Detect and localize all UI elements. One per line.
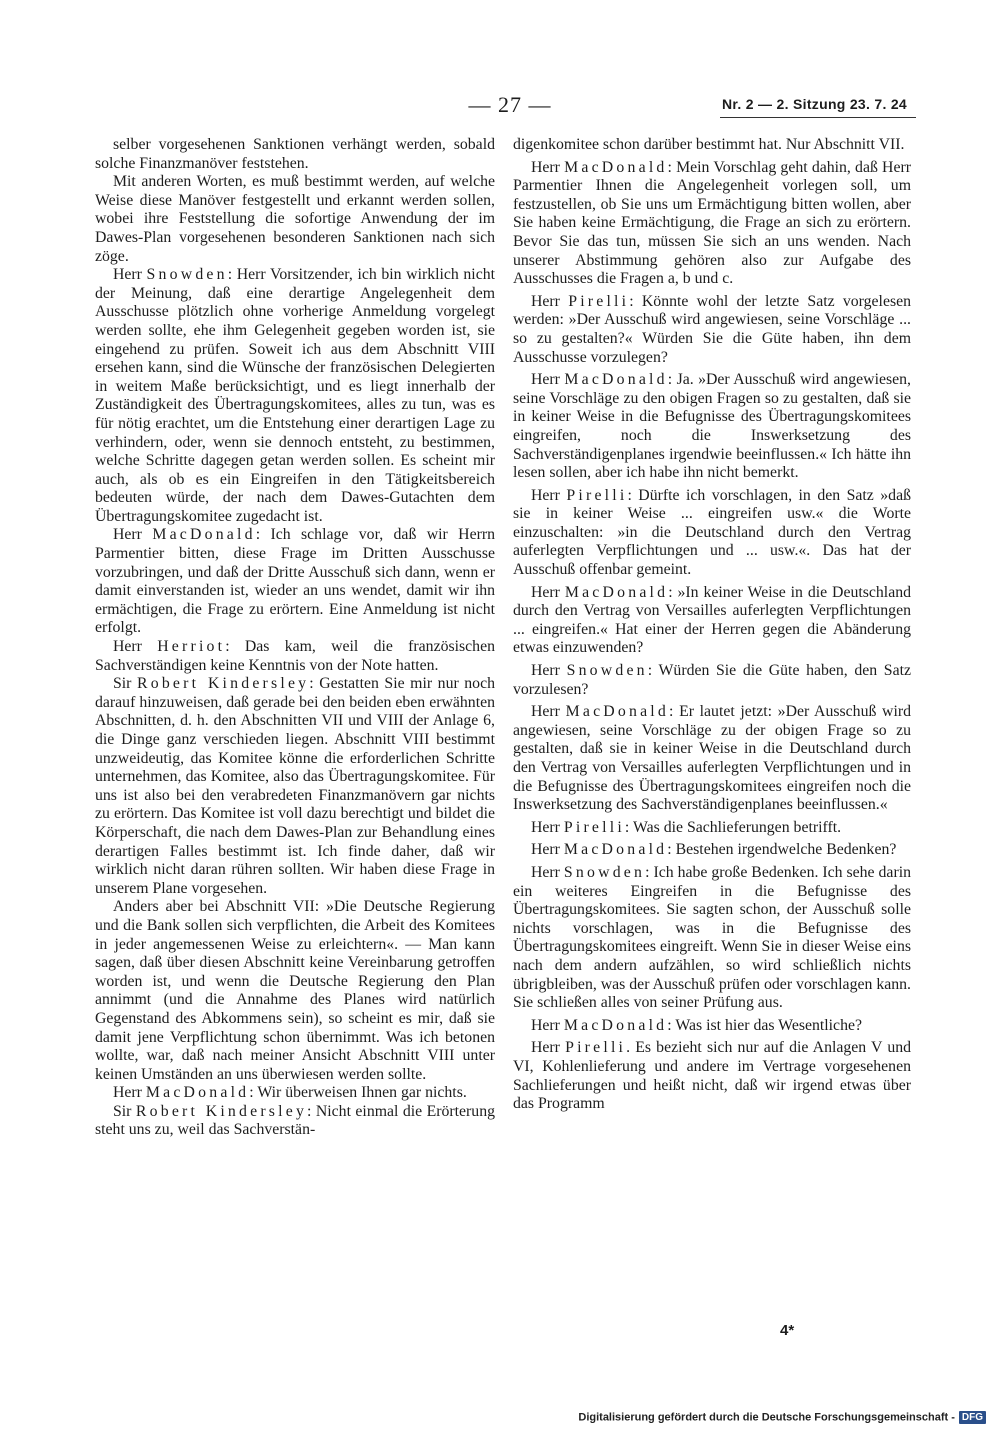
- paragraph: [95, 1103, 495, 1140]
- paragraph: [513, 1039, 911, 1113]
- paragraph-text: digenkomitee schon darüber bestimmt hat. Nur Abschnitt VII.: [513, 136, 905, 153]
- speaker-title: Herr: [531, 662, 567, 680]
- speaker-title: Herr: [531, 841, 564, 859]
- paragraph-text: : Ich schlage vor, daß wir Herrn Parmentier bitten, diese Frage im Dritten Ausschusse vorzubringen, und daß der Dritte Ausschuß sich dann, wenn er damit einverstanden ist, wieder an uns wendet, damit wir ihn ermächtigen, die Frage zu erörtern. Eine Anmeldung ist nicht erfolgt.: [95, 526, 496, 637]
- speaker-title: Herr: [531, 371, 565, 389]
- paragraph-text: : Gestatten Sie mir nur noch darauf hinzuweisen, daß gerade bei den beiden eben erwähnten Abschnitten, d. h. den Abschnitten VII und VIII der Anlage 6, die Dinge ganz verschieden liegen. Abschnitt VIII bestimmt unzweideutig, das Komitee könne die erforderlichen Schritte unternehmen, das Komitee, also das Übertragungskomitee. Für uns ist also bei den verabredeten Finanzmanövern gar nichts zu erörtern. Das Komitee ist voll dazu berechtigt und bildet die Körperschaft, die nach dem Dawes-Plan zur Behandlung eines derartigen Falles bestimmt ist. Ich finde daher, daß wir wirklich nicht daran rühren sollten. Wir haben diese Frage in unserem Plane vorgesehen.: [95, 675, 495, 897]
- paragraph-text: : Könnte wohl der letzte Satz vorgelesen werden: »Der Ausschuß wird angewiesen, seine Vorschläge ... so zu gestalten?« Würden Sie die Güte haben, ihn dem Ausschusse vorzulegen?: [513, 292, 912, 366]
- speaker-name: Pirelli: [563, 818, 625, 836]
- paragraph-text: : Ich habe große Bedenken. Ich sehe darin ein weiteres Eingreifen in die Befugnisse des Übertragungskomitees. Sie sagten schon, der Ausschuß solle nichts vorschlagen, was in die Befugnisse des Übertragungskomitees eingreift. Wenn Sie in dieser Weise eins nach dem andern aufzählen, so wird schließlich nichts übrigbleiben, was der Ausschuß prüfen oder vorschlagen kann. Sie schließen alles von seiner Prüfung aus.: [513, 863, 911, 1012]
- paragraph: [513, 662, 911, 699]
- speaker-name: Pirelli: [565, 1039, 627, 1057]
- speaker-title: Herr: [113, 638, 158, 656]
- speaker-title: Sir: [113, 1102, 136, 1120]
- paragraph-text: : Dürfte ich vorschlagen, in den Satz »daß sie in keiner Weise ... eingreifen usw.« die Worte einzuschalten: »in die Deutschland durch den Vertrag auferlegten Verpflichtungen und ... usw.«. Das hat der Ausschuß offenbar gemeint.: [513, 486, 911, 579]
- speaker-name: Snowden: [146, 266, 228, 284]
- paragraph: [513, 371, 911, 483]
- paragraph: [513, 703, 911, 815]
- paragraph: [95, 898, 495, 1084]
- speaker-title: Herr: [531, 1039, 566, 1057]
- paragraph-text: . Es bezieht sich nur auf die Anlagen V und VI, Kohlenlieferung und andere im Vertrage vorgesehenen Sachlieferungen und heißt nicht, daß wir irgend etwas über das Programm: [513, 1039, 912, 1113]
- speaker-name: Snowden: [563, 863, 646, 881]
- paragraph: [95, 526, 495, 638]
- footer-text: Digitalisierung gefördert durch die Deutsche Forschungsgemeinschaft -: [578, 1411, 955, 1424]
- speaker-title: Herr: [531, 486, 567, 504]
- speaker-name: MacDonald: [152, 526, 256, 544]
- speaker-title: Sir: [113, 675, 137, 693]
- paragraph: [95, 173, 495, 266]
- paragraph: [513, 136, 911, 155]
- paragraph-text: : Herr Vorsitzender, ich bin wirklich nicht der Meinung, daß eine derartige Angelegenheit dem Ausschusse plötzlich ohne vorherige Anmeldung vorgelegt werden sollte, ehe ihm Gelegenheit gegeben worden ist, sie eingehend zu prüfen. Soweit ich aus dem Abschnitt VIII ersehen kann, sind die Wünsche der französischen Delegierten in weitem Maße berücksichtigt, und es liegt innerhalb der Zuständigkeit des Übertragungskomitees, alles zu tun, was es für nötig erachtet, um die Entstehung einer derartigen Lage zu verhindern, oder, wenn sie dennoch entsteht, zu bestimmen, welche Schritte dagegen getan werden sollen. Es scheint mir auch, als ob es ein Eingreifen in den Tätigkeitsbereich bedeuten würde, der nach dem Dawes-Gutachten dem Übertragungskomitee zugedacht ist.: [95, 266, 495, 525]
- paragraph: [513, 864, 911, 1013]
- paragraph-text: selber vorgesehenen Sanktionen verhängt werden, sobald solche Finanzmanöver feststehen.: [95, 136, 495, 172]
- paragraph: [95, 638, 495, 675]
- speaker-title: Herr: [113, 526, 153, 544]
- paragraph: [513, 819, 911, 838]
- paragraph-text: : Ja. »Der Ausschuß wird angewiesen, seine Vorschläge zu den obigen Fragen so zu gestalten, daß sie in keiner Weise in die Befugnisse des Übertragungskomitees eingreifen, noch die Inswerksetzung des Sachverständigenplanes irgendwie beeinflussen.« Ich hätte ihn lesen sollen, aber ich habe ihn nicht bemerkt.: [513, 371, 911, 482]
- paragraph-text: : Was die Sachlieferungen betrifft.: [624, 818, 842, 836]
- dfg-logo: DFG: [959, 1411, 986, 1424]
- paragraph: [513, 487, 911, 580]
- speaker-name: MacDonald: [564, 371, 668, 389]
- speaker-name: MacDonald: [564, 583, 669, 601]
- paragraph-text: Anders aber bei Abschnitt VII: »Die Deutsche Regierung und die Bank sollen sich verpflichten, die Arbeit des Komitees in jeder angemessenen Weise zu erleichtern«. — Man kann sagen, daß über diesen Abschnitt keine Vereinbarung getroffen worden ist, und wenn die Deutsche Regierung den Plan annimmt (und die Annahme des Planes wird natürlich Gegenstand des Abkommens sein), so scheint es mir, daß sie damit jene Verpflichtung schon übernimmt. Was ich betonen wollte, war, daß nach meiner Ansicht Abschnitt VIII unter keinen Umständen an uns überwiesen werden sollte.: [95, 898, 495, 1083]
- left-text-column: [95, 136, 495, 1140]
- speaker-title: Herr: [531, 703, 566, 721]
- header-rule: [720, 117, 916, 118]
- speaker-title: Herr: [531, 818, 564, 836]
- paragraph-text: : Er lautet jetzt: »Der Ausschuß wird angewiesen, seine Vorschläge zu der obigen Frage so zu gestalten, daß sie in keiner Weise in die Deutschland durch den Vertrag von Versailles auferlegten Verpflichtungen und in die Befugnisse des Übertragungskomitees eingreifen noch die Inswerksetzung des Sachverständigenplanes beeinflussen.«: [513, 703, 911, 814]
- signature-mark: 4*: [780, 1322, 795, 1339]
- speaker-name: MacDonald: [565, 703, 669, 721]
- speaker-name: Snowden: [566, 662, 648, 680]
- paragraph-text: : Bestehen irgendwelche Bedenken?: [667, 841, 897, 859]
- paragraph: [95, 266, 495, 526]
- paragraph: [95, 675, 495, 898]
- speaker-title: Herr: [531, 158, 565, 176]
- funding-footer: [578, 1411, 986, 1424]
- speaker-title: Herr: [113, 266, 147, 284]
- paragraph-text: Mit anderen Worten, es muß bestimmt werden, auf welche Weise diese Manöver festgestellt und erkannt werden sollen, wobei ihre Feststellung die sofortige Anwendung der im Dawes-Plan vorgesehenen besonderen Sanktionen nach sich zöge.: [95, 173, 495, 265]
- speaker-name: Herriot: [157, 638, 226, 656]
- speaker-title: Herr: [113, 1084, 146, 1102]
- speaker-name: Robert Kindersley: [135, 1102, 308, 1120]
- paragraph-text: : Das kam, weil die französischen Sachverständigen keine Kenntnis von der Note hatten.: [95, 638, 495, 674]
- speaker-name: Robert Kindersley: [137, 675, 310, 693]
- paragraph-text: : »In keiner Weise in die Deutschland durch den Vertrag von Versailles auferlegten Verpflichtungen ... eingreifen.« Hat einer der Herren gegen die Abänderung etwas einzuwenden?: [513, 583, 912, 657]
- paragraph-text: : Nicht einmal die Erörterung steht uns zu, weil das Sachverstän-: [95, 1102, 496, 1139]
- paragraph-text: : Was ist hier das Wesentliche?: [667, 1016, 862, 1034]
- paragraph: [513, 584, 911, 658]
- paragraph: [95, 1084, 495, 1103]
- speaker-name: MacDonald: [563, 841, 668, 859]
- speaker-name: Pirelli: [566, 486, 628, 504]
- right-text-column: [513, 136, 911, 1118]
- speaker-name: MacDonald: [564, 158, 668, 176]
- speaker-title: Herr: [531, 1016, 564, 1034]
- issue-header: Nr. 2 — 2. Sitzung 23. 7. 24: [722, 96, 908, 112]
- paragraph-text: : Würden Sie die Güte haben, den Satz vorzulesen?: [513, 662, 912, 698]
- paragraph: [513, 1017, 911, 1036]
- speaker-name: MacDonald: [145, 1084, 250, 1102]
- speaker-name: MacDonald: [563, 1016, 668, 1034]
- paragraph-text: : Mein Vorschlag geht dahin, daß Herr Parmentier Ihnen die Angelegenheit vorlegen soll, um festzustellen, ob Sie uns um Ermächtigung bitten wollen, aber Sie haben keine Ermächtigung, die Frage an sich zu erörtern. Bevor Sie das tun, müssen Sie sich an uns wenden. Nach unserer Abstimmung gehören also zur Aufgabe des Ausschusses die Fragen a, b und c.: [513, 158, 911, 288]
- paragraph: [95, 136, 495, 173]
- paragraph: [513, 159, 911, 289]
- paragraph: [513, 841, 911, 860]
- speaker-title: Herr: [531, 292, 569, 310]
- speaker-title: Herr: [531, 583, 565, 601]
- paragraph-text: : Wir überweisen Ihnen gar nichts.: [249, 1084, 467, 1102]
- page-number: — 27 —: [468, 92, 552, 117]
- paragraph: [513, 293, 911, 367]
- speaker-title: Herr: [531, 863, 564, 881]
- speaker-name: Pirelli: [568, 292, 630, 310]
